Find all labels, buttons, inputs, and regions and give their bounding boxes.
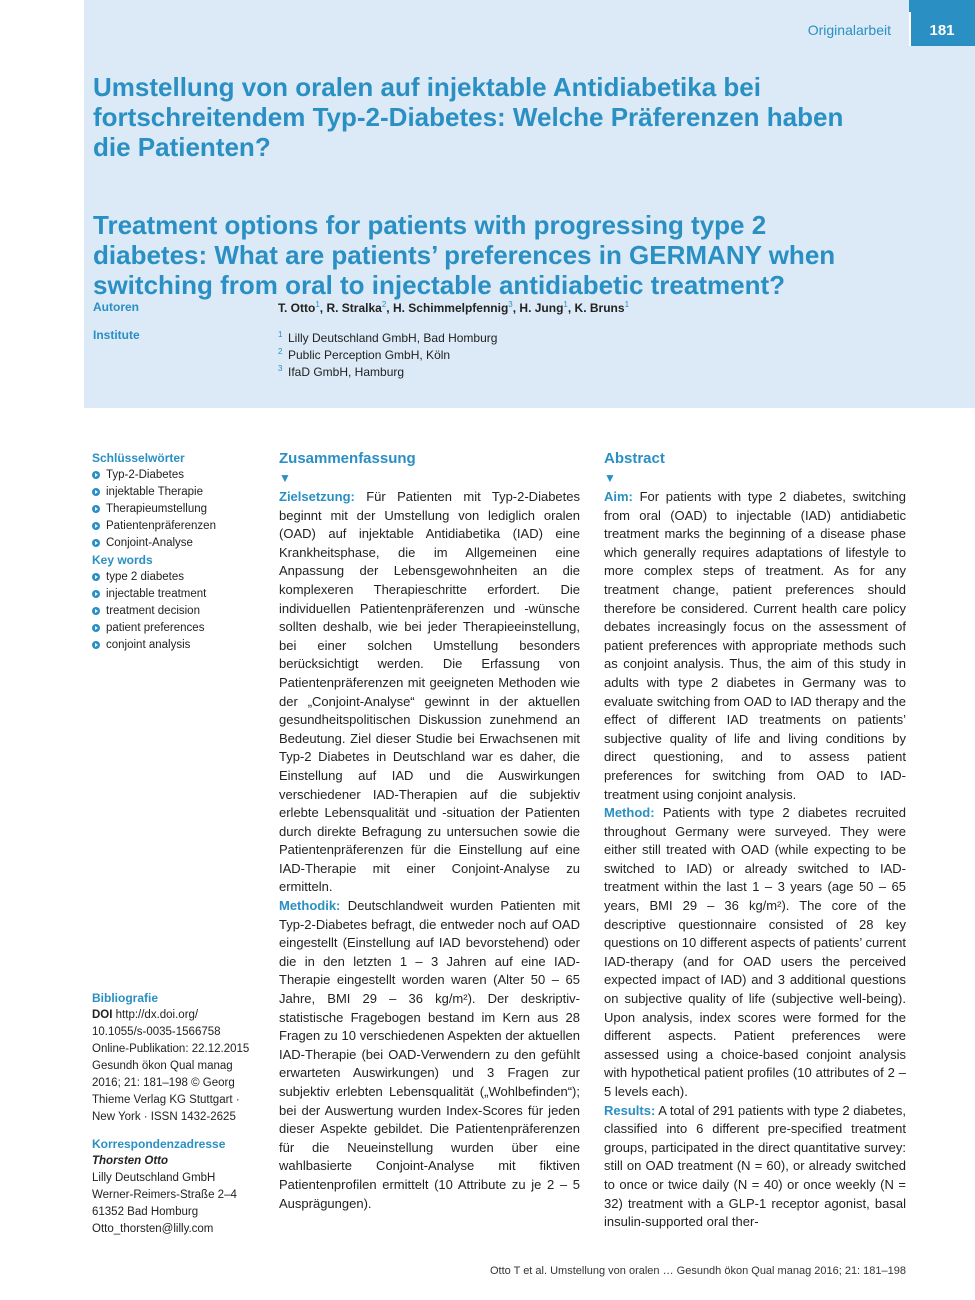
keyword-item: injektable Therapie [92, 484, 262, 501]
abstract-column [604, 450, 906, 1232]
institute-name: Public Perception GmbH, Köln [288, 348, 451, 362]
author-affiliation: 1 [624, 300, 630, 309]
author-affiliation: 1 [315, 300, 320, 309]
correspondence-line: Werner-Reimers-Straße 2–4 [92, 1189, 237, 1201]
institute-item [278, 362, 497, 379]
keyword-item: Patientenpräferenzen [92, 518, 262, 535]
author-separator: , [319, 301, 327, 315]
keyword-item: patient preferences [92, 620, 262, 637]
author: T. Otto [278, 301, 316, 315]
paragraph-text: Für Patienten mit Typ-2-Diabetes beginnt mit der Umstellung von lediglich oralen (OAD) auf injektable Antidiabetika (IAD) eine Krankheitsphase, die im Allgemeinen eine Anpassung der Lebensgewohnheiten an die komplexeren Therapieschritte erfordert. Die individuellen Patientenpräferenzen und -wünsche sollten deshalb, wie bei jeder Therapieeinstellung, bei einer solchen Umstellung besonders berücksichtigt werden. Die Erfassung von Patientenpräferenzen mit geeigneten Methoden wie der „Conjoint-Analyse“ gewinnt in der aktuellen gesundheitspolitischen Diskussion zunehmend an Bedeutung. Ziel dieser Studie bei Erwachsenen mit Typ-2 Diabetes in Deutschland war es daher, die Einstellung auf IAD und die Auswirkungen verschiedener IAD-Therapien auf die subjektiv erlebte Lebensqualität und -situation der Patienten durch direkte Befragung zu untersuchen sowie die Patientenpräferenzen für die Einstellung auf eine IAD-Therapie mit einer Conjoint-Analyse zu ermitteln. [279, 489, 580, 895]
title-german: Umstellung von oralen auf injektable Antidiabetika bei fortschreitendem Typ-2-Diabetes: Welche Präferenzen haben die Patienten? [93, 72, 844, 162]
author: H. Schimmelpfennig [392, 301, 509, 315]
correspondence-email[interactable]: Otto_thorsten@lilly.com [92, 1223, 214, 1235]
bibliography-panel [92, 990, 262, 1238]
bibliography-line: Gesundh ökon Qual manag [92, 1060, 233, 1072]
institutes-list [278, 328, 497, 379]
correspondence-line: 61352 Bad Homburg [92, 1206, 199, 1218]
title-banner [84, 0, 975, 408]
title-english: Treatment options for patients with progressing type 2 diabetes: What are patients’ preferences in GERMANY when switching from oral to injectable antidiabetic treatment? [93, 210, 836, 300]
paragraph-text: For patients with type 2 diabetes, switching from oral (OAD) to injectable (IAD) antidiabetic treatment marks the beginning of a disease phase which generally requires adaptations of lifestyle to more complex steps of treatment. As for any treatment change, patient preferences should therefore be considered. Current health care policy debates increasingly focus on the assessment of patient preferences with appropriate methods such as conjoint analysis. Thus, the aim of this study in adults with type 2 diabetes in Germany was to evaluate switching from OAD to IAD therapy and the effect of different IAD treatments on patients’ subjective quality of life and living conditions by direct questioning, and to assess patient preferences for switching from OAD to IAD-treatment using conjoint analysis. [604, 489, 906, 802]
bibliography-line: Online-Publikation: 22.12.2015 [92, 1043, 250, 1055]
keyword-item: Therapieumstellung [92, 501, 262, 518]
keyword-item: conjoint analysis [92, 637, 262, 654]
paragraph-label: Zielsetzung: [279, 489, 355, 504]
institute-name: Lilly Deutschland GmbH, Bad Homburg [288, 331, 498, 345]
section-label: Originalarbeit [807, 22, 891, 38]
keywords-de-heading: Schlüsselwörter [92, 451, 185, 465]
footer-citation: Otto T et al. Umstellung von oralen … Gesundh ökon Qual manag 2016; 21: 181–198 [489, 1265, 906, 1277]
paragraph-label: Method: [604, 805, 655, 821]
keyword-item: injectable treatment [92, 586, 262, 603]
author: H. Jung [519, 301, 564, 315]
correspondence-line: Lilly Deutschland GmbH [92, 1172, 216, 1184]
author-separator: , [512, 301, 520, 315]
doi-line [92, 1007, 262, 1024]
page-number: 181 [909, 0, 975, 46]
author-affiliation: 3 [508, 300, 513, 309]
author-affiliation: 2 [381, 300, 387, 309]
doi-link[interactable]: http://dx.doi.org/ [115, 1009, 199, 1021]
keyword-item: Conjoint-Analyse [92, 535, 262, 552]
bibliography-heading: Bibliografie [92, 991, 159, 1005]
author-separator: , [567, 301, 575, 315]
abstract-paragraph [604, 1102, 906, 1232]
keywords-de-list [92, 467, 262, 552]
keyword-item: treatment decision [92, 603, 262, 620]
author-affiliation: 1 [563, 300, 568, 309]
doi-label: DOI [92, 1009, 113, 1021]
keyword-item: Typ-2-Diabetes [92, 467, 262, 484]
paragraph-label: Aim: [604, 489, 633, 504]
zusammenfassung-paragraph [279, 897, 580, 1213]
section-marker-icon: ▼ [604, 471, 616, 485]
institute-number: 1 [278, 330, 283, 339]
authors-list [278, 300, 629, 315]
paragraph-text: Patients with type 2 diabetes recruited throughout Germany were surveyed. They were either still treated with OAD (while expecting to be switched to IAD) or already switched to IAD-treatment within the last 1 – 3 years (age 50 – 65 years, BMI 29 – 36 kg/m²). The core of the descriptive questionnaire consisted of 28 key questions on 10 different aspects of patients’ current IAD-therapy (and for OAD users the perceived expected impact of IAD) and 3 additional questions on subjective quality of life (subjective well-being). Upon analysis, index scores were formed for the different aspects. Patient preferences were assessed using a choice-based conjoint analysis with hypothetical patient profiles (10 attributes of 2 – 5 levels each). [604, 805, 906, 1099]
bibliography-line: Thieme Verlag KG Stuttgart · [92, 1094, 240, 1106]
zusammenfassung-column [279, 450, 580, 1213]
bibliography-line: 10.1055/s-0035-1566758 [92, 1026, 221, 1038]
paragraph-text: Deutschlandweit wurden Patienten mit Typ-2-Diabetes befragt, die entweder noch auf OAD eingestellt (Einstellung auf IAD bevorstehend) oder die in den letzten 1 – 3 Jahren auf eine IAD-Therapie eingestellt worden waren (Alter 50 – 65 Jahre, BMI 29 – 36 kg/m²). Der deskriptiv-statistische Fragebogen bestand im Kern aus 28 Fragen zu 10 verschiedenen Aspekten der aktuellen IAD-Therapie (bei OAD-Verwendern zu den gefühlt erwarteten Auswirkungen) und 3 Fragen zur subjektiv erlebten Lebensqualität („Wohlbefinden“); bei der Auswertung wurden Index-Scores für jeden dieser Aspekte gebildet. Die Patientenpräferenzen für die Neueinstellung wurden über eine wahlbasierte Conjoint-Analyse mit fiktiven Patientenprofilen ermittelt (10 Attribute zu je 2 – 5 Ausprägungen). [279, 898, 580, 1211]
institute-item [278, 345, 497, 362]
abstract-paragraph [604, 488, 906, 804]
section-marker-icon: ▼ [279, 471, 291, 485]
correspondence-heading: Korrespondenzadresse [92, 1137, 226, 1151]
bibliography-line: New York · ISSN 1432-2625 [92, 1111, 236, 1123]
keyword-item: type 2 diabetes [92, 569, 262, 586]
abstract-paragraph [604, 804, 906, 1102]
keywords-en-heading: Key words [92, 553, 153, 567]
institutes-label: Institute [93, 328, 140, 342]
zusammenfassung-heading: Zusammenfassung [279, 450, 416, 467]
institute-number: 2 [278, 347, 283, 356]
bibliography-line: 2016; 21: 181–198 © Georg [92, 1077, 235, 1089]
authors-label: Autoren [93, 300, 139, 314]
paragraph-label: Methodik: [279, 898, 341, 914]
paragraph-label: Results: [604, 1102, 656, 1118]
abstract-heading: Abstract [604, 450, 665, 467]
author: K. Bruns [574, 301, 625, 315]
keywords-en-list [92, 569, 262, 654]
author-separator: , [386, 301, 393, 315]
correspondence-name: Thorsten Otto [92, 1155, 169, 1167]
keywords-panel [92, 450, 262, 654]
institute-item [278, 328, 497, 345]
institute-name: IfaD GmbH, Hamburg [288, 365, 405, 379]
author: R. Stralka [326, 301, 382, 315]
zusammenfassung-paragraph [279, 488, 580, 897]
paragraph-text: A total of 291 patients with type 2 diabetes, classified into 6 different pre-specified treatment groups, participated in the direct quantitative survey: still on OAD treatment (N = 60), or already switched to once or twice daily (N = 40) or once weekly (N = 32) treatment with a GLP-1 receptor agonist, basal insulin-supported oral ther- [604, 1102, 906, 1230]
institute-number: 3 [278, 364, 283, 373]
